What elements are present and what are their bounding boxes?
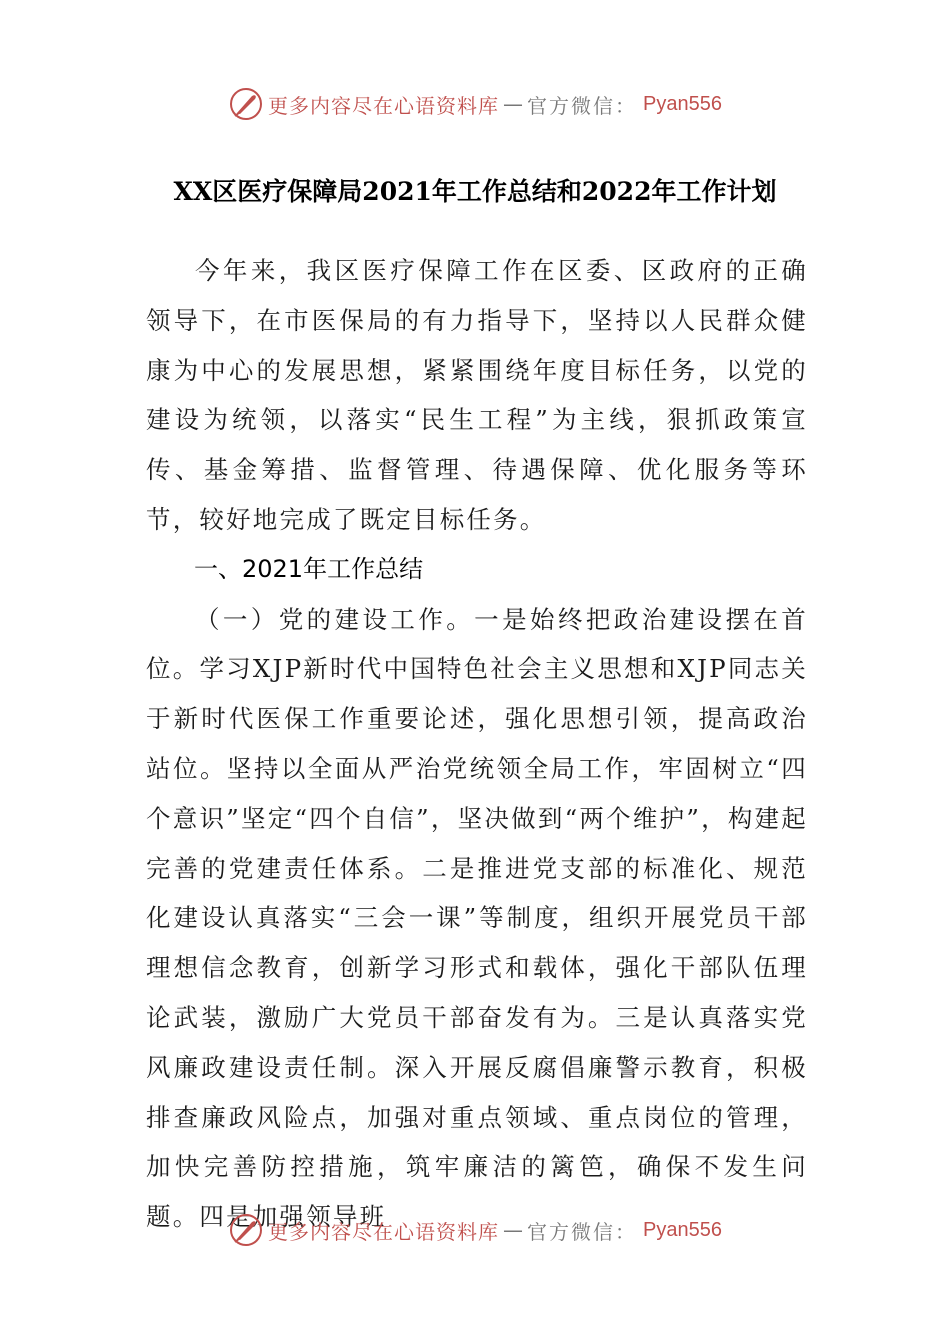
section-heading: 一、2021年工作总结 xyxy=(194,554,424,583)
footer-watermark xyxy=(0,1210,950,1250)
watermark-dash: — xyxy=(503,1218,524,1242)
watermark-site-text: 更多内容尽在心语资料库 xyxy=(268,1219,500,1244)
header-watermark xyxy=(0,84,950,124)
watermark-site-text: 更多内容尽在心语资料库 xyxy=(268,93,500,118)
quill-logo-icon xyxy=(228,86,264,122)
quill-logo-icon xyxy=(228,1212,264,1248)
watermark-code: Pyan556 xyxy=(643,1218,722,1241)
watermark-label: 官方微信： xyxy=(527,93,638,118)
section-paragraph: （一）党的建设工作。一是始终把政治建设摆在首位。学习XJP新时代中国特色社会主义思想和XJP同志关于新时代医保工作重要论述，强化思想引领，提高政治站位。坚持以全面从严治党统领全局工作，牢固树立“四个意识”坚定“四个自信”，坚决做到“两个维护”，构建起完善的党建责任体系。二是推进党支部的标准化、规范化建设认真落实“三会一课”等制度，组织开展党员干部理想信念教育，创新学习形式和载体，强化干部队伍理论武装，激励广大党员干部奋发有为。三是认真落实党风廉政建设责任制。深入开展反腐倡廉警示教育，积极排查廉政风险点，加强对重点领域、重点岗位的管理，加快完善防控措施，筑牢廉洁的篱笆，确保不发生问题。四是加强领导班 xyxy=(146,604,808,1232)
watermark-dash: — xyxy=(503,92,524,116)
intro-paragraph: 今年来，我区医疗保障工作在区委、区政府的正确领导下，在市医保局的有力指导下，坚持以人民群众健康为中心的发展思想，紧紧围绕年度目标任务，以党的建设为统领，以落实“民生工程”为主线，狠抓政策宣传、基金筹措、监督管理、待遇保障、优化服务等环节，较好地完成了既定目标任务。 xyxy=(146,256,808,534)
watermark-code: Pyan556 xyxy=(643,92,722,115)
document-title: XX区医疗保障局2021年工作总结和2022年工作计划 xyxy=(173,177,777,206)
watermark-label: 官方微信： xyxy=(527,1219,638,1244)
document-body xyxy=(146,246,808,1242)
